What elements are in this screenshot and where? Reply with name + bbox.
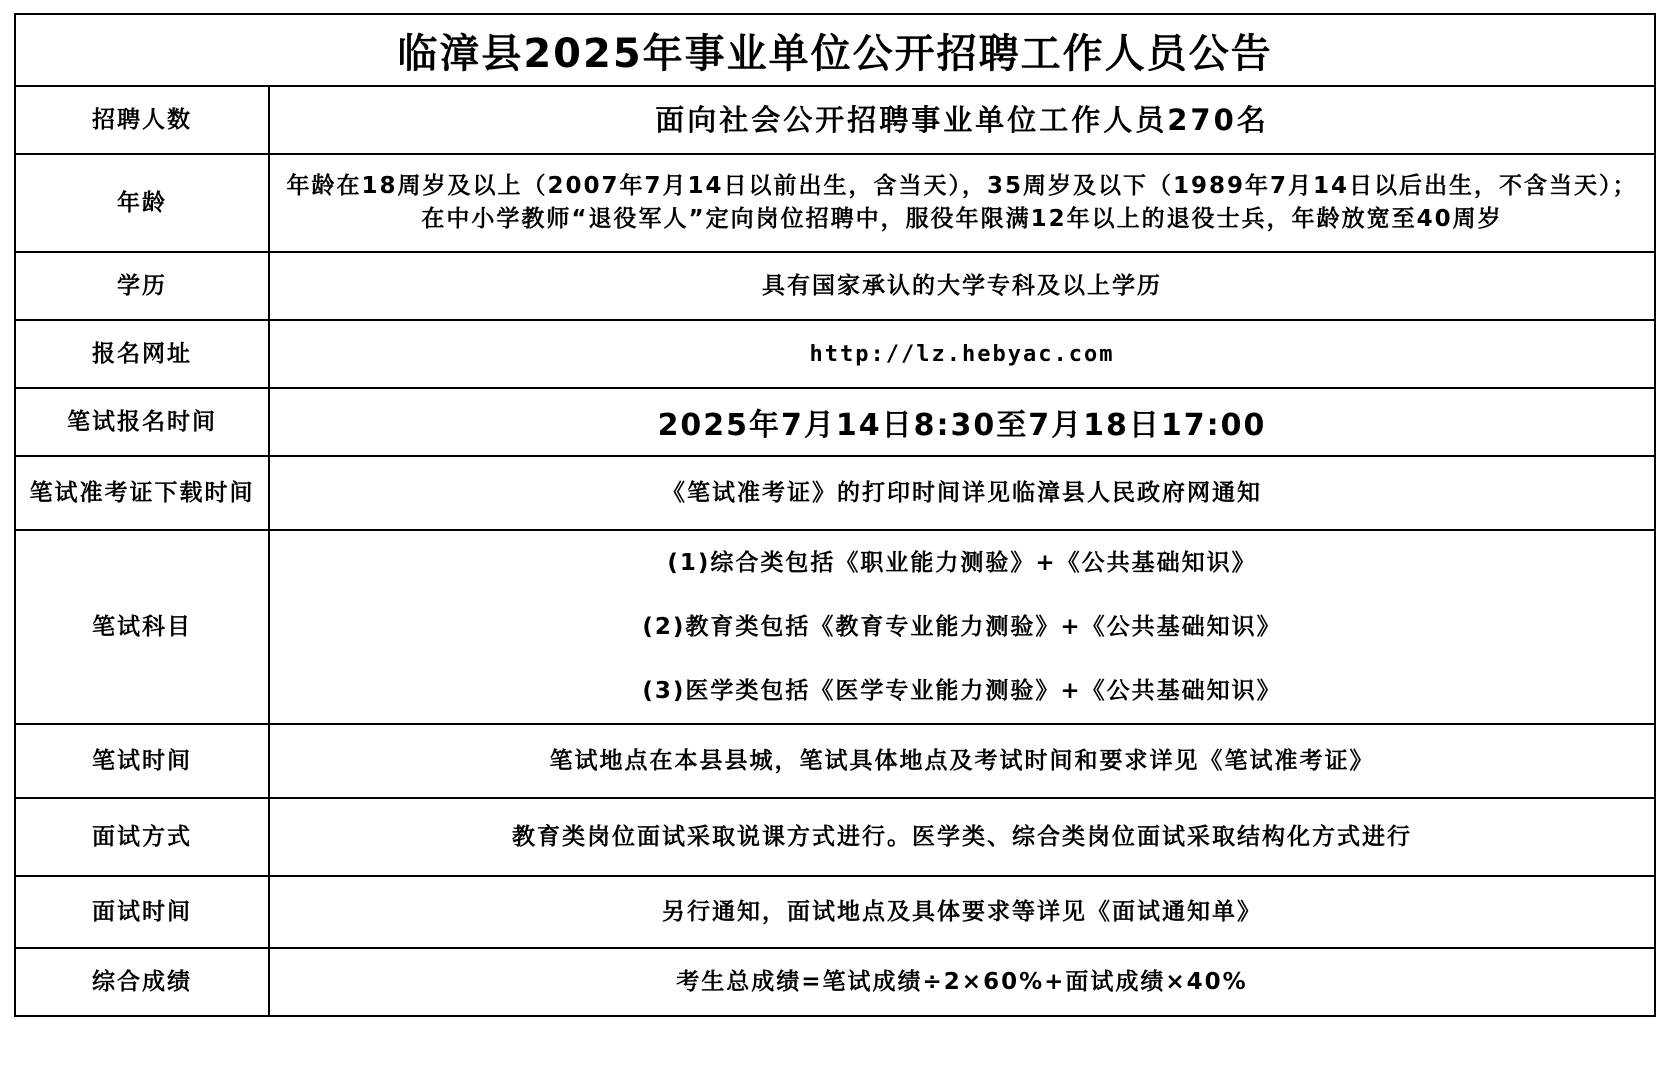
table-row-education: [15, 252, 1655, 320]
table-row-exam-time: [15, 724, 1655, 798]
notice-title: 临漳县2025年事业单位公开招聘工作人员公告: [15, 14, 1655, 86]
subject-line: (2)教育类包括《教育专业能力测验》+《公共基础知识》: [642, 614, 1282, 640]
table-row-age: [15, 154, 1655, 252]
row-value: 2025年7月14日8:30至7月18日17:00: [269, 388, 1655, 456]
table-row-admission-ticket: [15, 456, 1655, 530]
row-label: 招聘人数: [15, 86, 269, 154]
row-value: 考生总成绩=笔试成绩÷2×60%+面试成绩×40%: [269, 948, 1655, 1016]
row-value: 笔试地点在本县县城，笔试具体地点及考试时间和要求详见《笔试准考证》: [269, 724, 1655, 798]
row-label: 学历: [15, 252, 269, 320]
recruitment-notice-table: [14, 13, 1656, 1017]
row-value: 另行通知，面试地点及具体要求等详见《面试通知单》: [269, 876, 1655, 948]
table-row-exam-subjects: [15, 530, 1655, 724]
registration-url[interactable]: http://lz.hebyac.com: [269, 320, 1655, 388]
row-label: 报名网址: [15, 320, 269, 388]
row-label: 笔试时间: [15, 724, 269, 798]
row-value: [269, 530, 1655, 724]
subject-line: (3)医学类包括《医学专业能力测验》+《公共基础知识》: [642, 678, 1282, 704]
row-value: 教育类岗位面试采取说课方式进行。医学类、综合类岗位面试采取结构化方式进行: [269, 798, 1655, 876]
table-row-interview-time: [15, 876, 1655, 948]
row-value: 年龄在18周岁及以上（2007年7月14日以前出生，含当天），35周岁及以下（1989年7月14日以后出生，不含当天）；在中小学教师“退役军人”定向岗位招聘中，服役年限满12年以上的退役士兵，年龄放宽至40周岁: [269, 154, 1655, 252]
table-row-registration-url: [15, 320, 1655, 388]
row-label: 面试方式: [15, 798, 269, 876]
table-row-final-score: [15, 948, 1655, 1016]
row-label: 笔试准考证下载时间: [15, 456, 269, 530]
row-label: 面试时间: [15, 876, 269, 948]
row-label: 综合成绩: [15, 948, 269, 1016]
row-value: 具有国家承认的大学专科及以上学历: [269, 252, 1655, 320]
table-row-interview-method: [15, 798, 1655, 876]
row-label: 笔试报名时间: [15, 388, 269, 456]
row-label: 笔试科目: [15, 530, 269, 724]
subject-line: (1)综合类包括《职业能力测验》+《公共基础知识》: [667, 550, 1257, 576]
table-row-registration-time: [15, 388, 1655, 456]
row-value: 面向社会公开招聘事业单位工作人员270名: [269, 86, 1655, 154]
row-value: 《笔试准考证》的打印时间详见临漳县人民政府网通知: [269, 456, 1655, 530]
row-label: 年龄: [15, 154, 269, 252]
table-row-headcount: [15, 86, 1655, 154]
title-row: [15, 14, 1655, 86]
